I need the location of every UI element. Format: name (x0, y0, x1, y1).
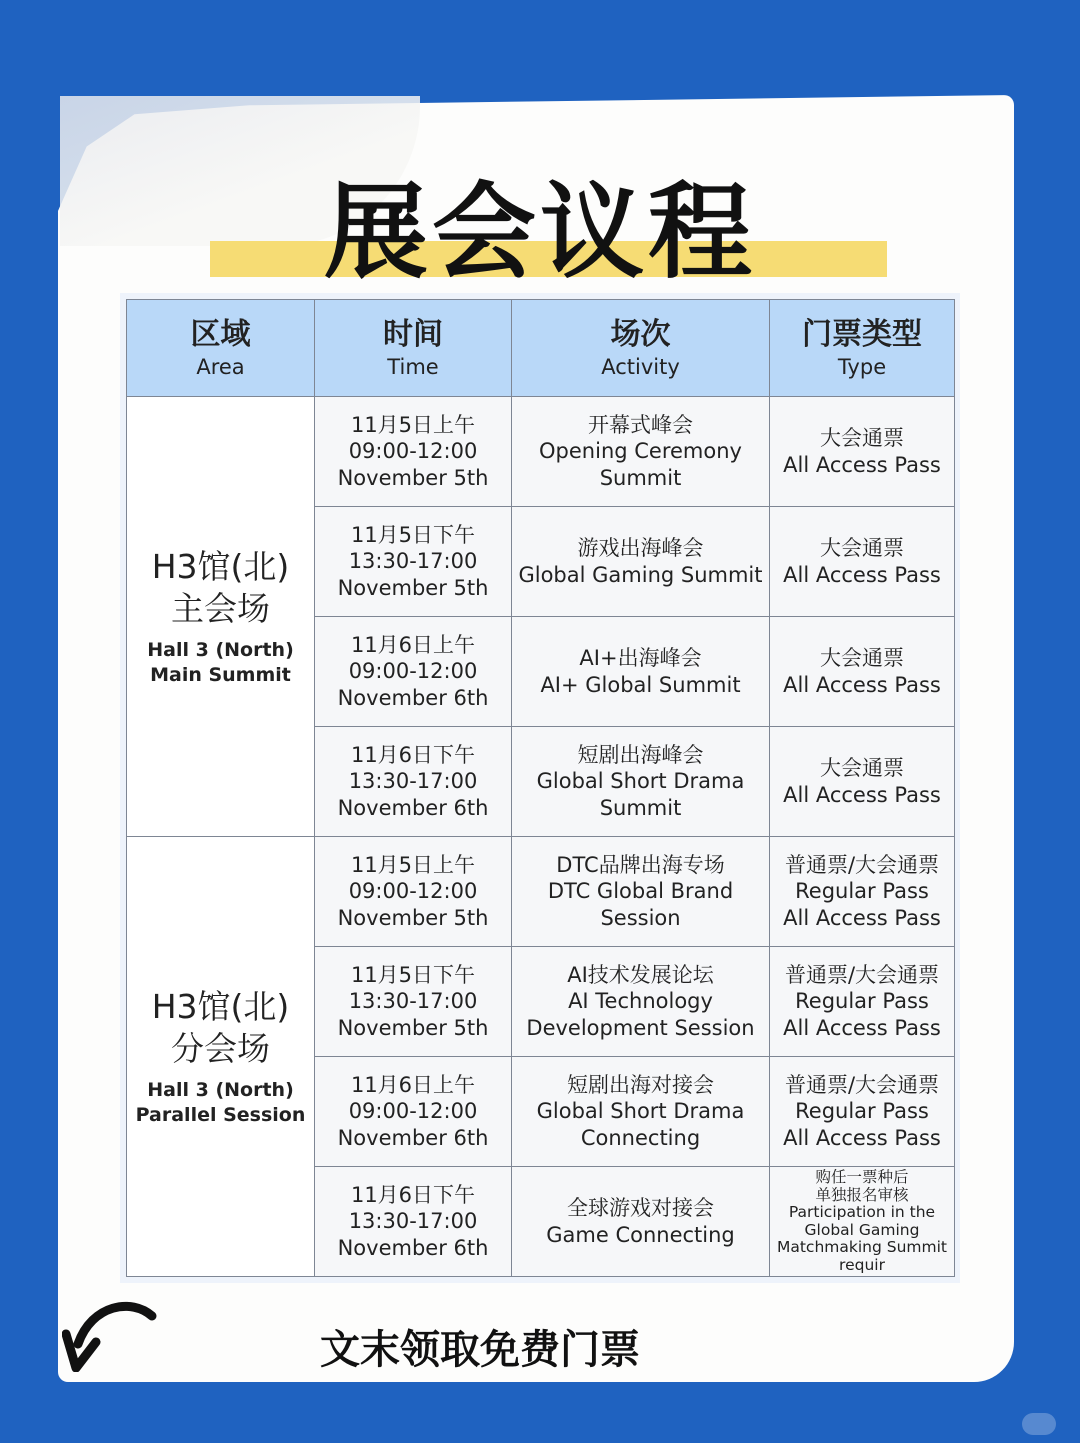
activity-cell: 开幕式峰会 Opening Ceremony Summit (512, 397, 770, 507)
time-cell: 11月5日下午 13:30-17:00 November 5th (315, 507, 512, 617)
activity-cell: 游戏出海峰会 Global Gaming Summit (512, 507, 770, 617)
schedule-table (126, 299, 955, 1277)
activity-cell: 短剧出海峰会 Global Short Drama Summit (512, 727, 770, 837)
type-cell: 普通票/大会通票 Regular Pass All Access Pass (770, 837, 955, 947)
footer-cta: 文末领取免费门票 (320, 1327, 640, 1373)
watermark-badge (1022, 1413, 1056, 1435)
activity-cell: DTC品牌出海专场 DTC Global Brand Session (512, 837, 770, 947)
header-activity: 场次 Activity (512, 300, 770, 397)
area-parallel-session: H3馆(北) 分会场 Hall 3 (North) Parallel Session (127, 837, 315, 1277)
time-cell: 11月5日上午 09:00-12:00 November 5th (315, 837, 512, 947)
activity-cell: AI技术发展论坛 AI Technology Development Session (512, 947, 770, 1057)
type-cell: 购任一票种后 单独报名审核 Participation in the Global Gaming Matchmaking Summit requir (770, 1167, 955, 1277)
activity-cell: AI+出海峰会 AI+ Global Summit (512, 617, 770, 727)
page-title: 展会议程 (323, 171, 756, 293)
header-type: 门票类型 Type (770, 300, 955, 397)
time-cell: 11月6日上午 09:00-12:00 November 6th (315, 1057, 512, 1167)
type-cell: 大会通票 All Access Pass (770, 397, 955, 507)
activity-cell: 全球游戏对接会 Game Connecting (512, 1167, 770, 1277)
activity-cell: 短剧出海对接会 Global Short Drama Connecting (512, 1057, 770, 1167)
time-cell: 11月5日下午 13:30-17:00 November 5th (315, 947, 512, 1057)
type-cell: 大会通票 All Access Pass (770, 617, 955, 727)
type-cell: 大会通票 All Access Pass (770, 727, 955, 837)
table-header-row (127, 300, 955, 397)
table-row (127, 397, 955, 507)
header-area: 区域 Area (127, 300, 315, 397)
table-row (127, 837, 955, 947)
time-cell: 11月5日上午 09:00-12:00 November 5th (315, 397, 512, 507)
area-main-summit: H3馆(北) 主会场 Hall 3 (North) Main Summit (127, 397, 315, 837)
type-cell: 普通票/大会通票 Regular Pass All Access Pass (770, 1057, 955, 1167)
schedule-table-container (120, 293, 960, 1283)
type-cell: 普通票/大会通票 Regular Pass All Access Pass (770, 947, 955, 1057)
type-cell: 大会通票 All Access Pass (770, 507, 955, 617)
time-cell: 11月6日下午 13:30-17:00 November 6th (315, 1167, 512, 1277)
time-cell: 11月6日下午 13:30-17:00 November 6th (315, 727, 512, 837)
time-cell: 11月6日上午 09:00-12:00 November 6th (315, 617, 512, 727)
header-time: 时间 Time (315, 300, 512, 397)
